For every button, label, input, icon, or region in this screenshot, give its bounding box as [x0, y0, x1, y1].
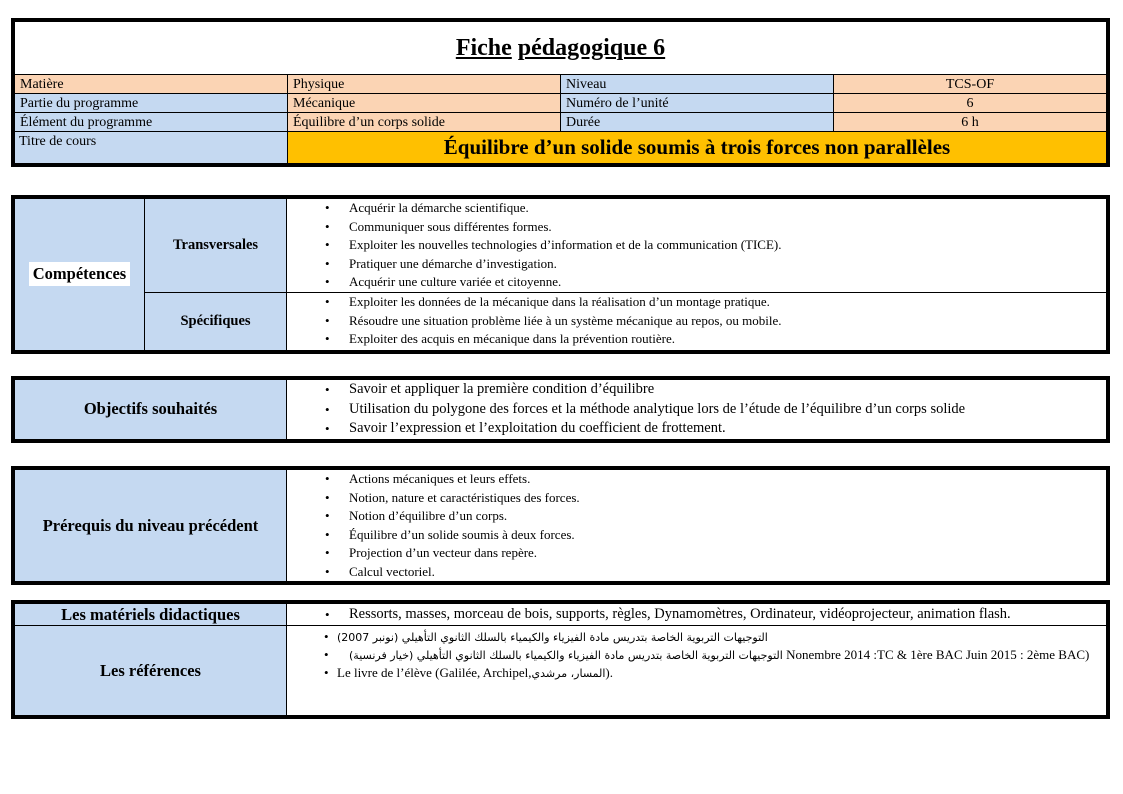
row-label: Niveau [561, 75, 834, 94]
reference-arabic: التوجيهات التربوية الخاصة بتدريس مادة الفيزياء والكيمياء بالسلك الثانوي التأهيلي (نونبر 2007) [337, 631, 768, 644]
list-item: • Exploiter les nouvelles technologies d’information et de la communication (TICE). [349, 236, 1102, 255]
row-value: Physique [288, 75, 561, 94]
objectifs-block [11, 376, 1110, 443]
list-item: • Équilibre d’un solide soumis à deux forces. [349, 526, 1102, 545]
prerequis-list-cell [287, 470, 1107, 582]
competences-label: Compétences [29, 262, 130, 286]
list-item: • Actions mécaniques et leurs effets. [349, 470, 1102, 489]
list-item: • Ressorts, masses, morceau de bois, supports, règles, Dynamomètres, Ordinateur, vidéoprojecteur, animation flash. [349, 605, 1102, 625]
row-value: Équilibre d’un corps solide [288, 113, 561, 132]
list-item: • Notion d’équilibre d’un corps. [349, 507, 1102, 526]
row-value: 6 [834, 94, 1107, 113]
list-item: • Exploiter les données de la mécanique dans la réalisation d’un montage pratique. [349, 293, 1102, 312]
transversales-list [291, 199, 1102, 292]
references-label: Les références [15, 626, 287, 716]
objectifs-label: Objectifs souhaités [15, 380, 287, 440]
specifiques-list-cell [287, 292, 1107, 350]
specifiques-list [291, 293, 1102, 349]
list-item: • Pratiquer une démarche d’investigation. [349, 255, 1102, 274]
row-label: Matière [15, 75, 288, 94]
competences-label-cell [15, 199, 145, 351]
prerequis-block [11, 466, 1110, 585]
list-item: • Résoudre une situation problème liée à un système mécanique au repos, ou mobile. [349, 312, 1102, 331]
header-row [15, 75, 1107, 94]
row-value: Mécanique [288, 94, 561, 113]
title-part1: Fiche [455, 34, 512, 61]
reference-item [337, 628, 1100, 646]
course-title: Équilibre d’un solide soumis à trois forces non parallèles [288, 132, 1107, 164]
reference-text: ). [605, 665, 613, 680]
row-value: 6 h [834, 113, 1107, 132]
materiels-label: Les matériels didactiques [15, 604, 287, 626]
materiels-list [291, 605, 1102, 625]
list-item: • Notion, nature et caractéristiques des forces. [349, 489, 1102, 508]
objectifs-list-cell [287, 380, 1107, 440]
row-label: Élément du programme [15, 113, 288, 132]
list-item: • Savoir l’expression et l’exploitation du coefficient de frottement. [349, 419, 1102, 439]
prerequis-list [291, 470, 1102, 581]
list-item: • Exploiter des acquis en mécanique dans la prévention routière. [349, 330, 1102, 349]
row-label: Partie du programme [15, 94, 288, 113]
header-row [15, 94, 1107, 113]
prerequis-label: Prérequis du niveau précédent [15, 470, 287, 582]
page-title [15, 22, 1107, 75]
objectifs-list [291, 380, 1102, 439]
reference-text: Nonembre 2014 :TC & 1ère BAC Juin 2015 : 2ème BAC) [786, 647, 1090, 662]
list-item: • Calcul vectoriel. [349, 563, 1102, 582]
list-item: • Acquérir la démarche scientifique. [349, 199, 1102, 218]
references-list-cell [287, 626, 1107, 716]
list-item: • Projection d’un vecteur dans repère. [349, 544, 1102, 563]
row-label: Durée [561, 113, 834, 132]
reference-item [337, 646, 1100, 664]
list-item: • Savoir et appliquer la première condition d’équilibre [349, 380, 1102, 400]
reference-text: Le livre de l’élève (Galilée, Archipel, [337, 665, 532, 680]
course-label: Titre de cours [15, 132, 288, 164]
reference-arabic: التوجيهات التربوية الخاصة بتدريس مادة الفيزياء والكيمياء بالسلك الثانوي التأهيلي (خيار فرنسية) [349, 649, 783, 662]
header-row [15, 113, 1107, 132]
materiels-references-block [11, 600, 1110, 719]
materiels-list-cell [287, 604, 1107, 626]
row-label: Numéro de l’unité [561, 94, 834, 113]
transversales-label: Transversales [145, 199, 287, 293]
list-item: • Communiquer sous différentes formes. [349, 218, 1102, 237]
list-item: • Acquérir une culture variée et citoyenne. [349, 273, 1102, 292]
transversales-list-cell [287, 199, 1107, 293]
header-block [11, 18, 1110, 167]
competences-block [11, 195, 1110, 354]
row-value: TCS-OF [834, 75, 1107, 94]
title-part2: pédagogique 6 [517, 34, 666, 61]
list-item: • Utilisation du polygone des forces et la méthode analytique lors de l’étude de l’équilibre d’un corps solide [349, 400, 1102, 420]
specifiques-label: Spécifiques [145, 292, 287, 350]
reference-arabic: المسار، مرشدي [531, 667, 606, 680]
reference-item [337, 664, 1100, 682]
